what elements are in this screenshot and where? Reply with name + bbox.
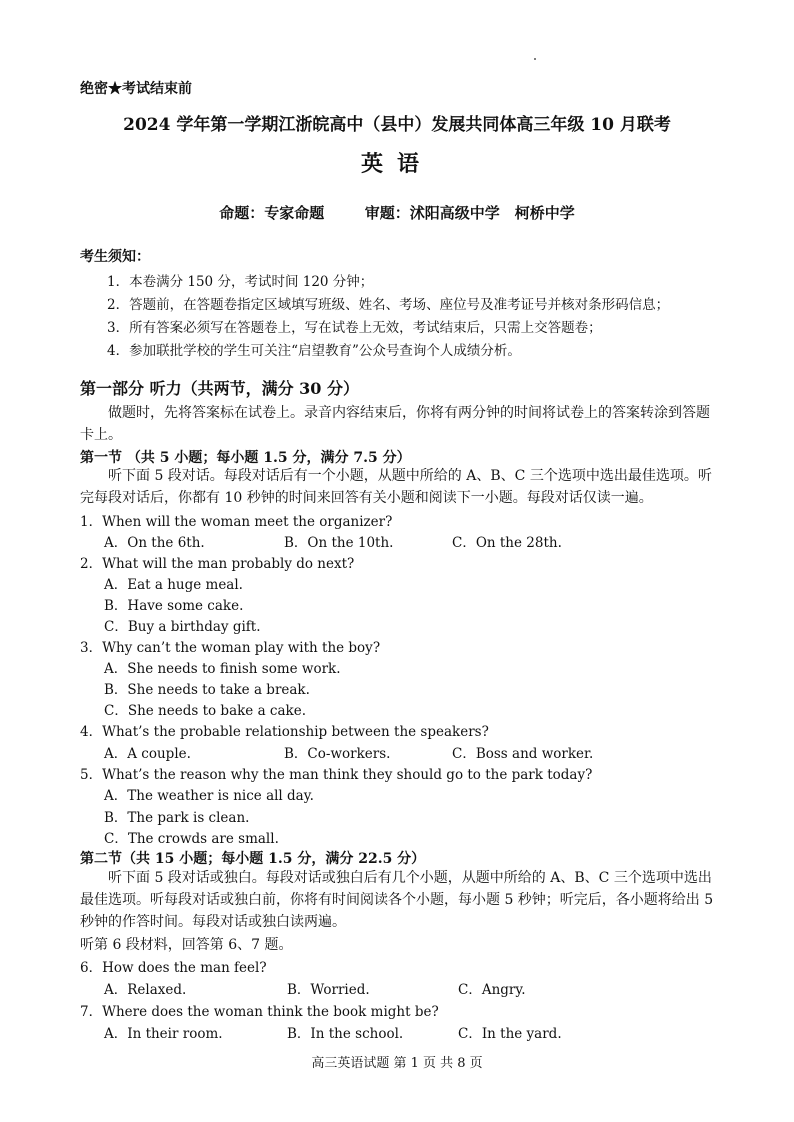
option-c: C．On the 28th. [452,535,562,551]
question-7: 7．Where does the woman think the book might be? [80,1004,439,1020]
option-a: A．The weather is nice all day. [104,788,314,804]
author-credit: 命题：专家命题 [219,204,325,222]
option-a: A．Eat a huge meal. [104,577,243,593]
notice-item: 2．答题前，在答题卷指定区域填写班级、姓名、考场、座位号及准考证号并核对条形码信息； [107,297,670,313]
option-b: B．Have some cake. [104,598,244,614]
option-c: C．She needs to bake a cake. [104,703,306,719]
option-a: A．On the 6th. [104,535,205,551]
question-1: 1．When will the woman meet the organizer? [80,514,393,530]
material-note: 听第 6 段材料，回答第 6、7 题。 [80,937,293,953]
notice-item: 4．参加联批学校的学生可关注“启望教育”公众号查询个人成绩分析。 [107,343,521,359]
option-c: C．Angry. [458,982,526,998]
option-b: B．Worried. [287,982,370,998]
option-b: B．On the 10th. [284,535,394,551]
authors-line [0,202,794,223]
question-4: 4．What’s the probable relationship between the speakers? [80,724,489,740]
option-b: B．Co-workers. [284,746,391,762]
option-b: B．She needs to take a break. [104,682,310,698]
section2-title: 第二节（共 15 小题；每小题 1.5 分，满分 22.5 分） [80,851,426,867]
question-6: 6．How does the man feel? [80,960,267,976]
section2-instruction: 听下面 5 段对话或独白。每段对话或独白后有几个小题，从题中所给的 A、B、C 三个选项中选出最佳选项。听每段对话或独白前，你将有时间阅读各个小题，每小题 5 秒钟；听完后，各小题将给出 5 秒钟的作答时间。每段对话或独白读两遍。 [80,870,714,930]
option-a: A．She needs to finish some work. [104,661,341,677]
option-b: B．In the school. [287,1026,404,1042]
option-a: A．A couple. [104,746,191,762]
option-c: C．In the yard. [458,1026,562,1042]
scan-speck [534,58,536,60]
option-c: C．Boss and worker. [452,746,594,762]
option-c: C．The crowds are small. [104,831,279,847]
confidential-label: 绝密★考试结束前 [80,81,192,97]
exam-title: 2024 学年第一学期江浙皖高中（县中）发展共同体高三年级 10 月联考 [123,115,671,135]
subject-title: 英语 [360,151,433,177]
question-2: 2．What will the man probably do next? [80,556,355,572]
page-footer: 高三英语试题 第 1 页 共 8 页 [311,1056,483,1071]
part1-title: 第一部分 听力（共两节，满分 30 分） [80,379,359,398]
option-a: A．Relaxed. [104,982,187,998]
section1-title: 第一节 （共 5 小题；每小题 1.5 分，满分 7.5 分） [80,450,411,466]
notice-item: 3．所有答案必须写在答题卷上，写在试卷上无效，考试结束后，只需上交答题卷； [107,320,602,336]
notice-item: 1．本卷满分 150 分，考试时间 120 分钟； [107,274,374,290]
option-b: B．The park is clean. [104,810,250,826]
option-a: A．In their room. [104,1026,223,1042]
question-5: 5．What’s the reason why the man think they should go to the park today? [80,767,593,783]
option-c: C．Buy a birthday gift. [104,619,261,635]
part1-instruction: 做题时，先将答案标在试卷上。录音内容结束后，你将有两分钟的时间将试卷上的答案转涂到答题卡上。 [80,405,710,443]
notice-title: 考生须知： [80,249,150,265]
reviewer-credit: 审题：沭阳高级中学 柯桥中学 [364,204,575,222]
section1-instruction: 听下面 5 段对话。每段对话后有一个小题，从题中所给的 A、B、C 三个选项中选出最佳选项。听完每段对话后，你都有 10 秒钟的时间来回答有关小题和阅读下一小题。每段对话仅读一遍。 [80,468,712,506]
question-3: 3．Why can’t the woman play with the boy? [80,640,381,656]
